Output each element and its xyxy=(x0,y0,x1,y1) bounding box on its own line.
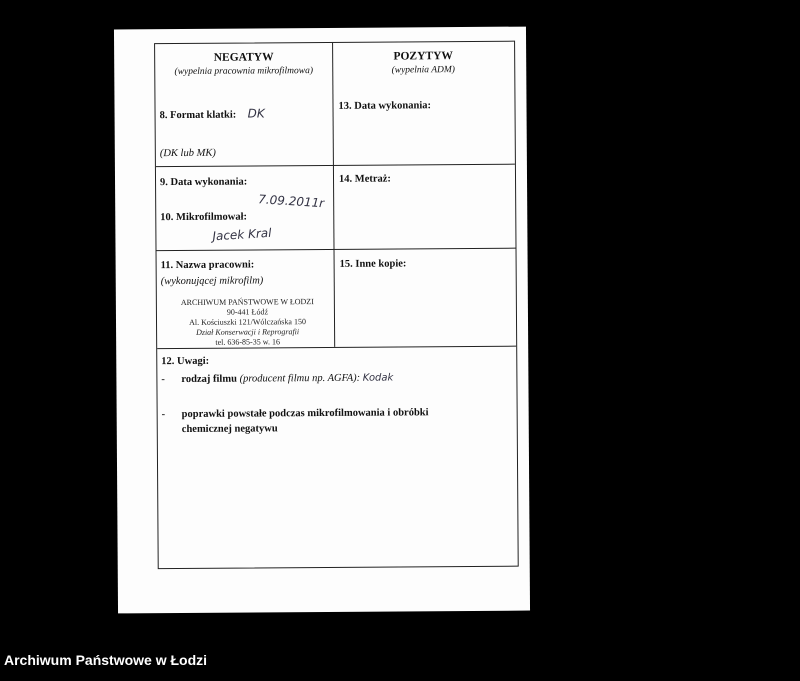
operator-signature: Jacek Kral xyxy=(212,225,272,244)
stamp-line-4: Dział Konserwacji i Reprografii xyxy=(196,327,300,337)
row-divider-2 xyxy=(157,248,516,252)
date-value: 7.09.2011r xyxy=(257,192,325,211)
operator-label: 10. Mikrofilmował: xyxy=(160,211,248,224)
format-note: (DK lub MK) xyxy=(159,147,216,160)
remarks-bullet-2: - xyxy=(161,409,166,421)
remarks-item-corrections-1: poprawki powstałe podczas mikrofilmowania i obróbki xyxy=(181,407,429,420)
institution-stamp xyxy=(161,297,334,348)
stamp-line-2: 90-441 Łódź xyxy=(226,307,269,317)
stamp-line-5: tel. 636-85-35 w. 16 xyxy=(215,337,280,347)
remarks-bullet-1: - xyxy=(161,374,165,386)
archive-caption: Archiwum Państwowe w Łodzi xyxy=(4,652,208,668)
lab-label: 11. Nazwa pracowni: xyxy=(160,259,255,272)
format-label: 8. Format klatki: xyxy=(159,109,237,122)
remarks-label: 12. Uwagi: xyxy=(161,355,210,368)
document-card xyxy=(114,27,530,614)
film-type-label: rodzaj filmu xyxy=(181,373,237,385)
stamp-line-1: ARCHIWUM PAŃSTWOWE W ŁODZI xyxy=(180,297,314,307)
film-type-note: (producent filmu np. AGFA): xyxy=(239,372,361,385)
lab-note: (wykonującej mikrofilm) xyxy=(160,275,264,288)
stamp-line-3: Al. Kościuszki 121/Wólczańska 150 xyxy=(189,317,306,327)
remarks-item-corrections-2: chemicznej negatywu xyxy=(181,423,278,435)
length-label: 14. Metraż: xyxy=(338,173,391,185)
form-grid xyxy=(154,41,519,570)
date-label: 9. Data wykonania: xyxy=(159,176,248,189)
copies-label: 15. Inne kopie: xyxy=(339,258,407,270)
pozytyw-date-label: 13. Data wykonania: xyxy=(338,100,432,112)
format-value: DK xyxy=(247,106,265,121)
row-divider-1 xyxy=(156,164,515,168)
pozytyw-subtitle: (wypelnia ADM) xyxy=(391,65,455,76)
pozytyw-title: POZYTYW xyxy=(393,50,453,63)
film-type-value: Kodak xyxy=(362,372,394,384)
negatyw-subtitle: (wypelnia pracownia mikrofilmowa) xyxy=(174,66,314,78)
remarks-item-film xyxy=(181,373,393,385)
negatyw-title: NEGATYW xyxy=(213,51,274,64)
